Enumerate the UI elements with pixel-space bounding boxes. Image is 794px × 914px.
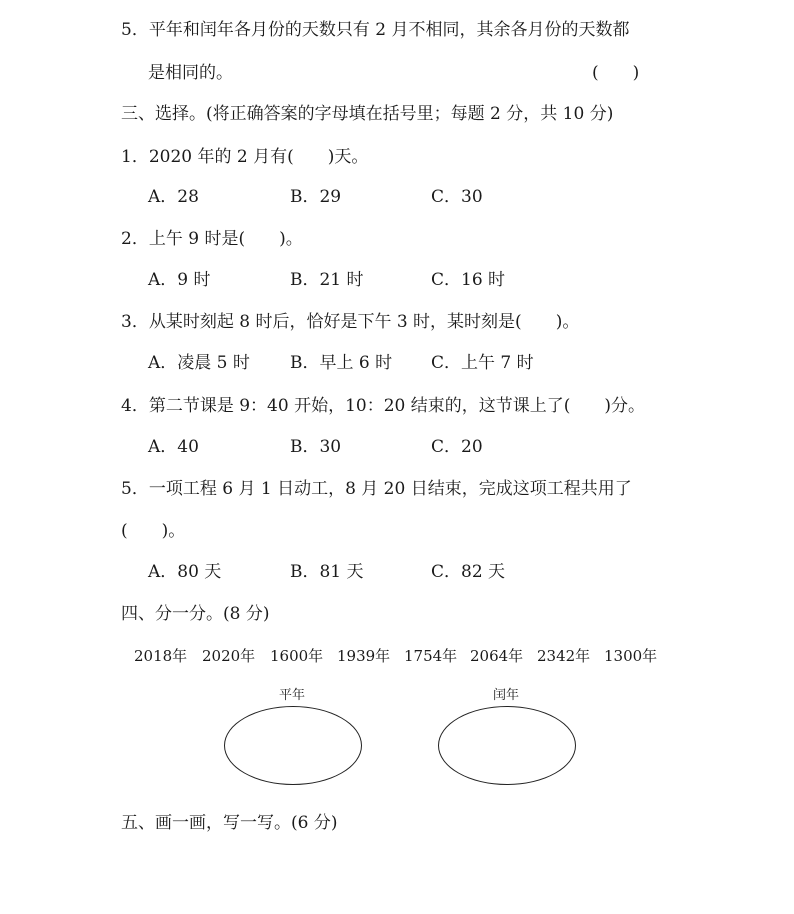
q4-option-a[interactable]: A．40 — [148, 437, 199, 457]
q5-option-c[interactable]: C．82 天 — [431, 562, 506, 582]
section-5-heading: 五、画一画，写一写。(6 分) — [121, 813, 338, 833]
year-item[interactable]: 1754年 — [404, 647, 458, 665]
year-item[interactable]: 1600年 — [270, 647, 324, 665]
q3-option-b[interactable]: B．早上 6 时 — [290, 353, 393, 373]
q5-option-a[interactable]: A．80 天 — [148, 562, 222, 582]
q3-option-c[interactable]: C．上午 7 时 — [431, 353, 534, 373]
q1-option-c[interactable]: C．30 — [431, 187, 483, 207]
year-item[interactable]: 2064年 — [470, 647, 524, 665]
year-item[interactable]: 2342年 — [537, 647, 591, 665]
section-4-heading: 四、分一分。(8 分) — [121, 604, 270, 624]
question-3: 3．从某时刻起 8 时后，恰好是下午 3 时，某时刻是( )。 — [121, 312, 580, 332]
q2-option-c[interactable]: C．16 时 — [431, 270, 506, 290]
question-4: 4．第二节课是 9：40 开始，10：20 结束的，这节课上了( )分。 — [121, 396, 646, 416]
common-year-oval[interactable] — [224, 706, 362, 785]
q2-option-a[interactable]: A．9 时 — [148, 270, 211, 290]
year-item[interactable]: 1939年 — [337, 647, 391, 665]
section-3-heading: 三、选择。(将正确答案的字母填在括号里；每题 2 分，共 10 分) — [121, 104, 614, 124]
question-1: 1．2020 年的 2 月有( )天。 — [121, 147, 369, 167]
q3-option-a[interactable]: A．凌晨 5 时 — [148, 353, 250, 373]
question-5: 5．一项工程 6 月 1 日动工，8 月 20 日结束，完成这项工程共用了 — [121, 479, 632, 499]
q5-option-b[interactable]: B．81 天 — [290, 562, 364, 582]
q1-option-a[interactable]: A．28 — [148, 187, 199, 207]
year-item[interactable]: 2018年 — [134, 647, 188, 665]
q4-option-c[interactable]: C．20 — [431, 437, 483, 457]
group-label-common-year: 平年 — [279, 688, 306, 703]
year-item[interactable]: 2020年 — [202, 647, 256, 665]
answer-bracket[interactable]: ( ) — [592, 63, 640, 83]
sec2-item5-line1: 5．平年和闰年各月份的天数只有 2 月不相同，其余各月份的天数都 — [121, 20, 630, 40]
sec2-item5-line2: 是相同的。 — [148, 63, 233, 83]
question-2: 2．上午 9 时是( )。 — [121, 229, 303, 249]
question-5-cont: ( )。 — [121, 521, 186, 541]
q1-option-b[interactable]: B．29 — [290, 187, 342, 207]
leap-year-oval[interactable] — [438, 706, 576, 785]
q2-option-b[interactable]: B．21 时 — [290, 270, 364, 290]
group-label-leap-year: 闰年 — [493, 688, 520, 703]
year-item[interactable]: 1300年 — [604, 647, 658, 665]
q4-option-b[interactable]: B．30 — [290, 437, 342, 457]
